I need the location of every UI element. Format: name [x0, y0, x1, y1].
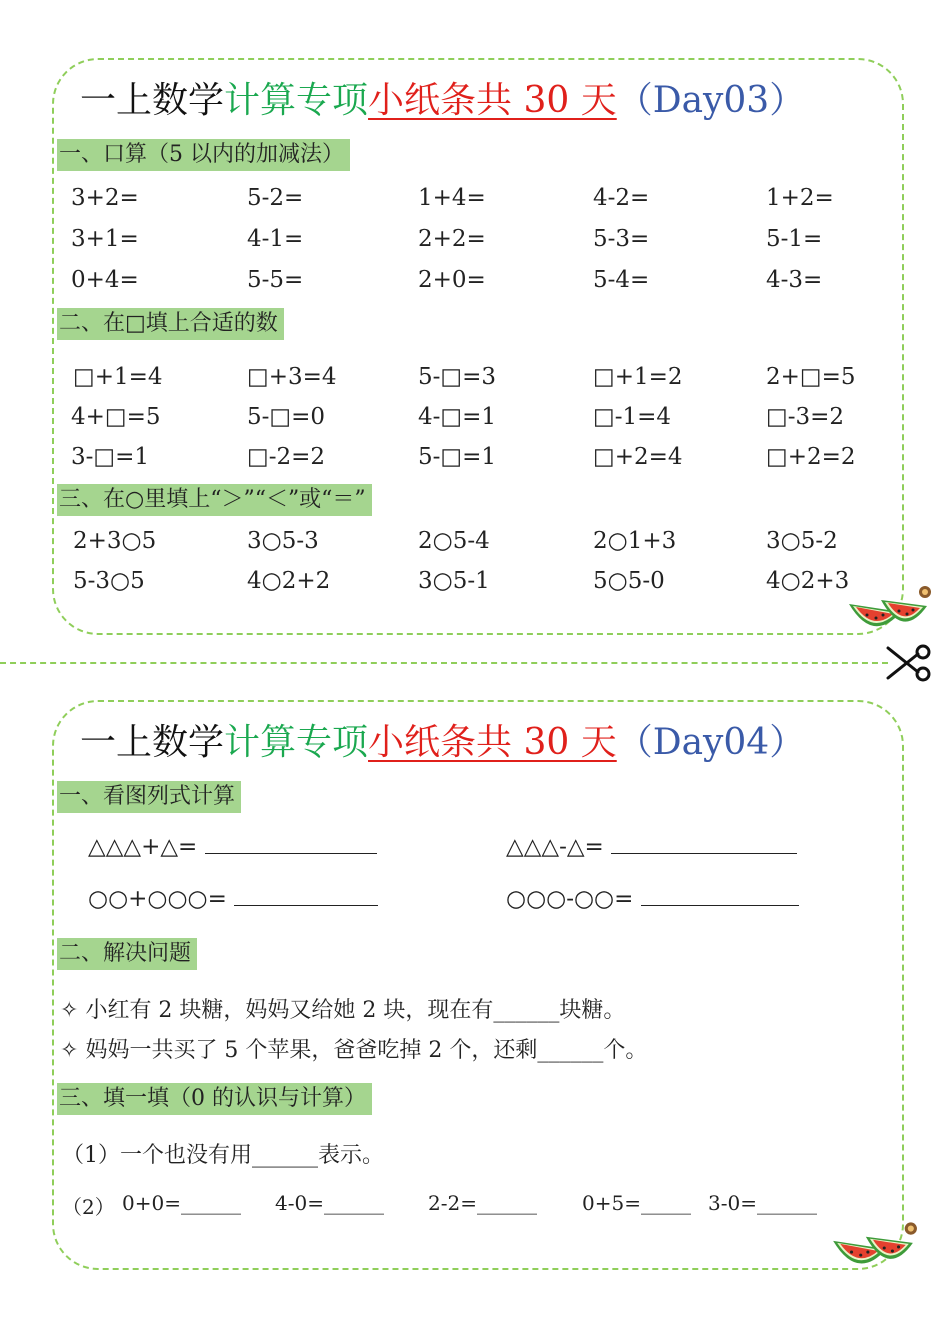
title-part-red: 小纸条共 30 天 [368, 722, 617, 763]
compare-cell: 5-3○5 [73, 568, 145, 594]
compare-cell: 4○2+2 [247, 568, 331, 594]
day03-section3-heading: 三、在○里填上“＞”“＜”或“＝” [57, 484, 372, 516]
fill-box-cell: □+2=2 [766, 444, 856, 470]
compare-cell: 4○2+3 [766, 568, 850, 594]
calc-cell: 1+4= [418, 185, 486, 211]
calc-cell: 4-3= [766, 267, 823, 293]
day03-title [80, 72, 805, 123]
zero-calc-item: 0+5=_____ [582, 1191, 691, 1215]
zero-calc-item: 3-0=______ [708, 1191, 817, 1215]
scissors-icon [884, 642, 934, 684]
calc-cell: 2+2= [418, 226, 486, 252]
day04-title [80, 714, 805, 765]
answer-line[interactable] [205, 853, 377, 854]
zero-calc-item: 0+0=______ [122, 1191, 241, 1215]
calc-cell: 5-1= [766, 226, 823, 252]
fill-box-cell: □-3=2 [766, 404, 845, 430]
word-problem-2 [60, 1033, 647, 1064]
title-part-green: 计算专项 [224, 80, 369, 121]
word-problem-text: 妈妈一共买了 5 个苹果，爸爸吃掉 2 个，还剩______个。 [85, 1038, 648, 1063]
calc-cell: 4-1= [247, 226, 304, 252]
fill-box-cell: □-2=2 [247, 444, 326, 470]
title-part-day: （Day03） [616, 80, 806, 121]
compare-cell: 3○5-1 [418, 568, 490, 594]
fill-box-cell: 5-□=0 [247, 404, 326, 430]
title-part-red: 小纸条共 30 天 [368, 80, 617, 121]
fill-box-cell: □+1=4 [73, 364, 163, 390]
compare-cell: 2○5-4 [418, 528, 490, 554]
day04-section2-heading: 二、解决问题 [57, 938, 197, 970]
fill-box-cell: □+1=2 [593, 364, 683, 390]
picture-equation [88, 886, 378, 912]
fill-box-cell: 5-□=3 [418, 364, 497, 390]
title-part-black: 一上数学 [80, 80, 225, 121]
title-part-black: 一上数学 [80, 722, 225, 763]
picture-equation [506, 886, 799, 912]
compare-cell: 3○5-2 [766, 528, 838, 554]
day03-section2-heading: 二、在□填上合适的数 [57, 308, 284, 340]
day03-section1-heading: 一、口算（5 以内的加减法） [57, 139, 350, 171]
fill-box-cell: 3-□=1 [71, 444, 150, 470]
calc-cell: 0+4= [71, 267, 139, 293]
fill-box-cell: 5-□=1 [418, 444, 497, 470]
calc-cell: 3+2= [71, 185, 139, 211]
calc-cell: 5-4= [593, 267, 650, 293]
picture-equation-text: △△△+△= [88, 834, 198, 860]
answer-line[interactable] [234, 905, 378, 906]
watermelon-icon [827, 1218, 919, 1280]
compare-cell: 5○5-0 [593, 568, 665, 594]
fill-box-cell: □+2=4 [593, 444, 683, 470]
compare-cell: 3○5-3 [247, 528, 319, 554]
calc-cell: 3+1= [71, 226, 139, 252]
calc-cell: 5-3= [593, 226, 650, 252]
calc-cell: 2+0= [418, 267, 486, 293]
calc-cell: 4-2= [593, 185, 650, 211]
star-bullet-icon: ✧ [60, 1038, 79, 1063]
calc-cell: 5-5= [247, 267, 304, 293]
compare-cell: 2+3○5 [73, 528, 157, 554]
word-problem-text: 小红有 2 块糖，妈妈又给她 2 块，现在有______块糖。 [85, 998, 626, 1023]
zero-calc-item: 4-0=______ [275, 1191, 384, 1215]
compare-cell: 2○1+3 [593, 528, 677, 554]
answer-line[interactable] [611, 853, 797, 854]
picture-equation [506, 834, 797, 860]
title-part-day: （Day04） [616, 722, 806, 763]
day04-section1-heading: 一、看图列式计算 [57, 781, 241, 813]
picture-equation [88, 834, 377, 860]
fill-box-cell: 4+□=5 [71, 404, 161, 430]
calc-cell: 5-2= [247, 185, 304, 211]
answer-line[interactable] [641, 905, 799, 906]
picture-equation-text: △△△-△= [506, 834, 604, 860]
title-part-green: 计算专项 [224, 722, 369, 763]
fill-box-cell: □-1=4 [593, 404, 672, 430]
day04-section3-heading: 三、填一填（0 的认识与计算） [57, 1083, 372, 1115]
calc-cell: 1+2= [766, 185, 834, 211]
cut-line-divider [0, 662, 888, 664]
fill-question-2-label: （2） [62, 1195, 115, 1219]
word-problem-1 [60, 993, 625, 1024]
fill-box-cell: 2+□=5 [766, 364, 856, 390]
picture-equation-text: ○○+○○○= [88, 886, 227, 912]
fill-question-1: （1）一个也没有用______表示。 [62, 1143, 384, 1168]
star-bullet-icon: ✧ [60, 998, 79, 1023]
picture-equation-text: ○○○-○○= [506, 886, 634, 912]
watermelon-icon [843, 582, 933, 642]
zero-calc-item: 2-2=______ [428, 1191, 537, 1215]
fill-box-cell: □+3=4 [247, 364, 337, 390]
fill-box-cell: 4-□=1 [418, 404, 497, 430]
